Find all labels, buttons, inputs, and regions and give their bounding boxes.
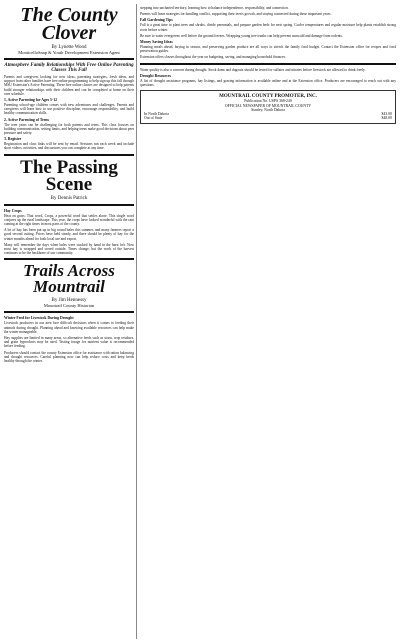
section-heading: Hay Crops — [4, 208, 22, 213]
section-heading: 1. Active Parenting for Ages 5-12 — [4, 98, 58, 103]
article-paragraph: Be sure to water evergreens well before the ground freezes. Wrapping young tree trunks can help prevent sunscald and damage from rodents. — [140, 33, 343, 38]
publisher-name: MOUNTRAIL COUNTY PROMOTER, INC. — [219, 94, 317, 100]
section-heading: 3. Register — [4, 137, 22, 142]
article-paragraph: Parenting school-age children comes with new adventures and challenges. Parents and caregivers will learn how to use positive discipline, encourage responsibility, and build healthy communication skills. — [4, 103, 134, 116]
rate-value: $48.00 — [381, 116, 392, 121]
section-heading: Winter Feed for Livestock During Drought — [4, 316, 74, 321]
section-heading: Money Saving Ideas — [140, 40, 173, 45]
passing-scene-header — [4, 156, 134, 201]
article-paragraph: Livestock producers in our area face difficult decisions when it comes to feeding their animals during drought. Planning ahead and knowing available resources can help make the winter manageable. — [4, 321, 134, 334]
trails-title: Trails Across Mountrail — [23, 261, 115, 297]
article-paragraph: Parents will learn strategies for handling conflict, supporting their teen's growth, and staying connected during these important years. — [140, 12, 332, 17]
rate-row — [144, 116, 392, 120]
section-rule — [4, 311, 134, 313]
publisher-box — [140, 90, 396, 124]
right-column — [140, 0, 396, 124]
trails-role: Mountrail County Historian — [43, 303, 95, 309]
article-paragraph: Parents and caregivers looking for new ideas, parenting strategies, fresh ideas, and support from other families have free online programming to help sign up this fall through MSU Extension's Active Parenting. These free online classes are designed to help parents build stronger relationships with their children and can be completed at home on their own schedule. — [4, 75, 134, 96]
section-rule — [140, 63, 396, 65]
article-paragraph: Hay supplies are limited in many areas, so alternative feeds such as straw, crop residues, and grain byproducts may be used. Testing forage for nutrient value is recommended before feeding. — [4, 336, 134, 349]
article-paragraph: Registration and class links will be sent by email. Sessions run each week and include short videos, activities, and discussions you can complete at any time. — [4, 142, 134, 151]
article-paragraph: stepping into uncharted territory, learning how to balance independence, responsibility, and connection. — [140, 6, 289, 10]
article-paragraph: Water quality is also a concern during drought. Stock dams and dugouts should be tested for sulfates and nitrates before livestock are allowed to drink freely. — [140, 67, 366, 72]
article-paragraph: Extension offers classes throughout the year on budgeting, saving, and managing household finances. — [140, 55, 286, 60]
publication-number: Publication No. USPS 368-240 — [244, 99, 292, 104]
county-clover-role: MonticelloSnap & Youth Development Extension Agent — [18, 50, 120, 55]
section-rule — [4, 204, 134, 206]
section-rule — [4, 154, 134, 156]
county-clover-subhead: Atmosphere Family Relationships With Free Online Parenting Classes This Fall — [4, 63, 134, 73]
section-heading: Drought Resources — [140, 73, 171, 78]
passing-scene-title: The Passing Scene — [20, 156, 118, 195]
section-heading: 2. Active Parenting of Teens — [4, 117, 49, 122]
left-column — [4, 0, 134, 365]
rate-label: In North Dakota — [144, 112, 169, 117]
section-rule — [4, 58, 134, 60]
article-paragraph: The teen years can be challenging for both parents and teens. This class focuses on building communication, setting limits, and helping teens make good decisions about peer pressure and safety. — [4, 122, 134, 136]
trails-header — [4, 263, 134, 308]
article-paragraph: A list of drought assistance programs, hay listings, and grazing information is available online and at the Extension office. Producers are encouraged to reach out with any questions. — [140, 78, 396, 88]
article-paragraph: Producers should contact the county Extension office for assistance with ration balancing and drought resources. Careful planning now can help reduce costs and keep herds healthy through the winter. — [4, 350, 134, 364]
article-paragraph: Fall is a great time to plant trees and shrubs, divide perennials, and prepare garden beds for next spring. Cooler temperatures and regular moisture help plants establish strong roots before winter. — [140, 23, 396, 32]
article-paragraph: Planning meals ahead, buying in season, and preserving garden produce are all ways to stretch the family food budget. Contact the Extension office for recipes and food preservation guides. — [140, 45, 396, 54]
article-paragraph: Many will remember the days when bales were stacked by hand in the barn loft. Now most hay is wrapped and stored outside. Times change, but the work of the harvest continues to be the backbone of our community. — [4, 242, 134, 256]
section-heading: Fall Gardening Tips — [140, 18, 173, 23]
passing-scene-byline: By Dennis Patrick — [50, 195, 88, 201]
trails-byline: By Jim Hennessy — [51, 298, 87, 304]
column-divider — [136, 4, 137, 639]
county-clover-title: The County Clover — [20, 4, 118, 44]
rate-label: Out of State — [144, 116, 163, 121]
county-clover-header — [4, 6, 134, 55]
official-newspaper: OFFICIAL NEWSPAPER OF MOUNTRAIL COUNTY — [224, 103, 312, 108]
section-rule — [4, 258, 134, 260]
publisher-location: Stanley, North Dakota — [251, 108, 285, 113]
county-clover-byline: By Lynette Wood — [51, 45, 87, 50]
article-paragraph: Heat on grass: That word, Crops, a powerful word that settles alone. This single word conjures up the rural landscape. This year, the crops have looked wonderful with the rain coming at the right times in most parts of the county. — [4, 213, 134, 227]
rate-value: $43.00 — [381, 112, 392, 117]
article-paragraph: A lot of hay has been put up in big round bales this summer, and many farmers report a good second cutting. Prices have held steady, and there should be plenty of hay for the winter months ahead for both local use and export. — [4, 228, 134, 241]
